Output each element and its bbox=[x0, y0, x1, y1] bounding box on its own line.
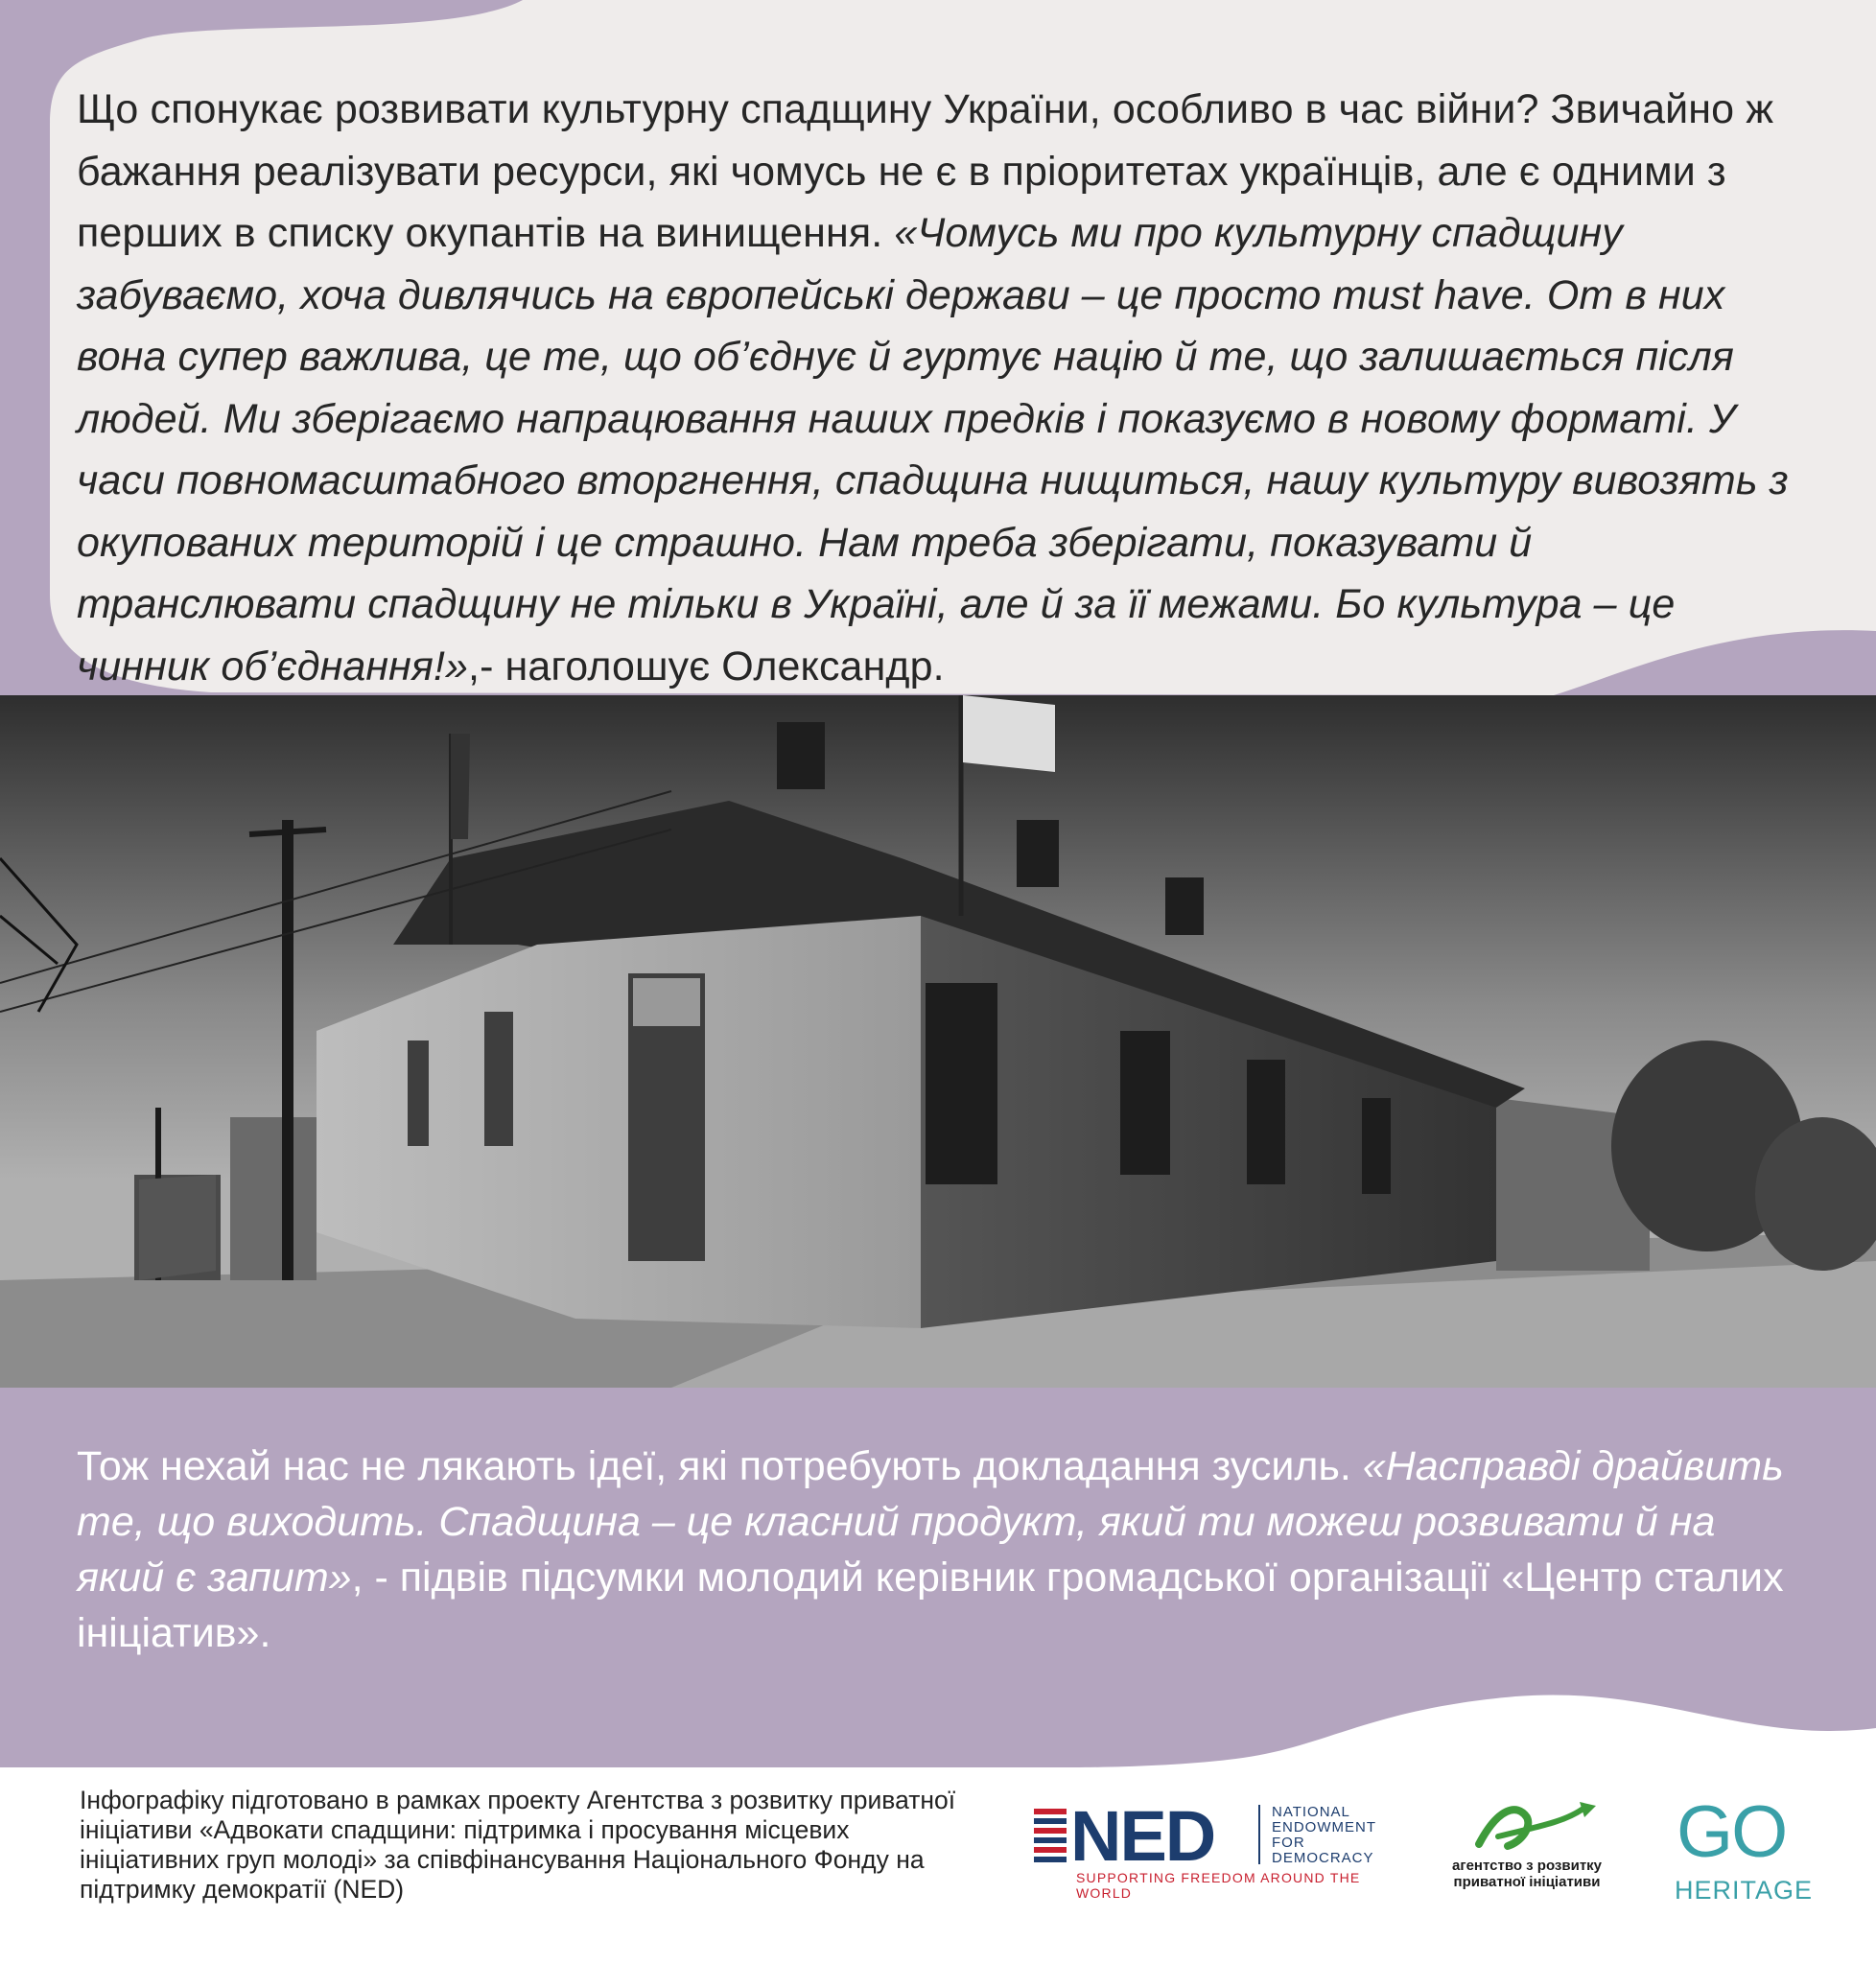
top-panel bbox=[0, 0, 1876, 700]
ned-tagline: SUPPORTING FREEDOM AROUND THE WORLD bbox=[1076, 1870, 1361, 1901]
go-heritage-sub: HERITAGE bbox=[1675, 1876, 1814, 1905]
ned-name-line4: DEMOCRACY bbox=[1272, 1850, 1374, 1866]
ned-logo bbox=[1036, 1796, 1410, 1901]
apa-name bbox=[1441, 1858, 1613, 1890]
bottom-paragraph-quote: «Насправді драйвить те, що виходить. Спадщина – це класний продукт, який ти можеш розвивати й на який є запит» bbox=[77, 1443, 1784, 1601]
ned-name bbox=[1272, 1805, 1376, 1866]
apa-swoosh-icon bbox=[1441, 1798, 1613, 1858]
ned-mark: NED bbox=[1070, 1796, 1215, 1876]
top-paragraph-quote: «Чомусь ми про культурну спадщину забуваємо, хоча дивлячись на європейські держави – це просто must have. От в них вона супер важлива, це те, що об’єднує й гуртує націю й те, що залишається після людей. Ми зберігаємо напрацювання наших предків і показуємо в новому форматі. У часи повномасштабного вторгнення, спадщина нищиться, нашу культуру вивозять з окупованих територій і це страшно. Нам треба зберігати, показувати й транслювати спадщину не тільки в Україні, але й за її межами. Бо культура – це чинник об’єднання!» bbox=[77, 210, 1789, 690]
heritage-building-photo bbox=[0, 695, 1876, 1388]
footer-credits: Інфографіку підготовано в рамках проекту Агентства з розвитку приватної ініціативи «Адвокати спадщини: підтримка і просування місцевих ініціативних груп молоді» за співфінансування Національного Фонду на підтримку демократії (NED) bbox=[80, 1786, 956, 1904]
apa-logo bbox=[1441, 1798, 1613, 1904]
ned-name-line1: NATIONAL bbox=[1272, 1804, 1350, 1820]
bottom-paragraph-attribution: , - підвів підсумки молодий керівник громадської організації «Центр сталих ініціатив». bbox=[77, 1555, 1784, 1656]
bottom-paragraph-intro: Тож нехай нас не лякають ідеї, які потребують докладання зусиль. bbox=[77, 1443, 1363, 1489]
ned-name-line2: ENDOWMENT bbox=[1272, 1819, 1376, 1835]
go-heritage-logo bbox=[1669, 1791, 1814, 1910]
apa-name-line2: приватної ініціативи bbox=[1453, 1874, 1601, 1890]
building-illustration bbox=[0, 695, 1876, 1388]
top-paragraph-intro: Що спонукає розвивати культурну спадщину України, особливо в час війни? Звичайно ж бажання реалізувати ресурси, які чомусь не є в пріоритетах українців, але є одними з перших в списку окупантів на винищення. bbox=[77, 86, 1774, 256]
top-paragraph bbox=[77, 79, 1813, 697]
apa-name-line1: агентство з розвитку bbox=[1451, 1858, 1603, 1874]
ned-name-line3: FOR bbox=[1272, 1835, 1305, 1851]
ned-stripes-icon bbox=[1034, 1809, 1067, 1862]
go-mark: GO bbox=[1677, 1791, 1787, 1873]
ned-divider bbox=[1258, 1805, 1260, 1864]
top-paragraph-attribution: ,- наголошує Олександр. bbox=[468, 643, 945, 690]
bottom-paragraph bbox=[77, 1438, 1803, 1661]
